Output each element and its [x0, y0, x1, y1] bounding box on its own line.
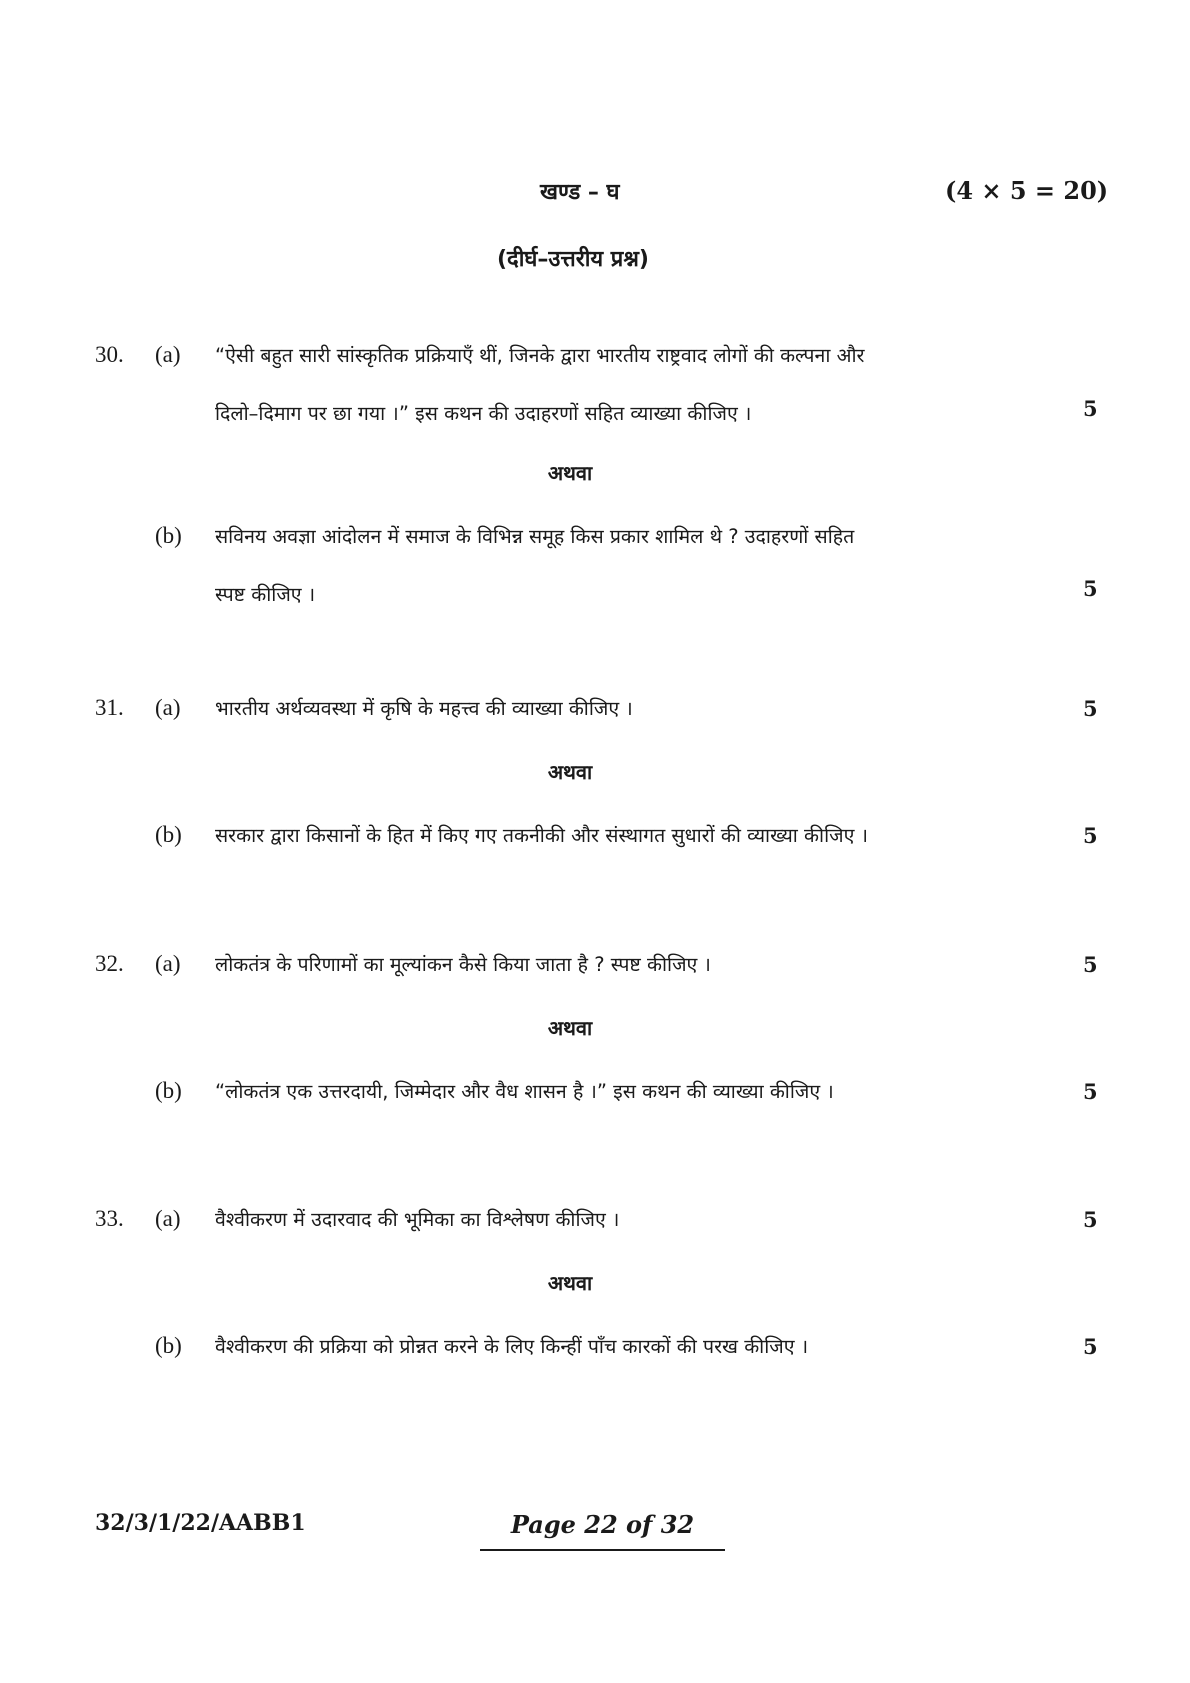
section-marks-total: (4 × 5 = 20) — [945, 176, 1109, 205]
marks: 5 — [1083, 396, 1098, 421]
or-label: अथवा — [547, 1271, 593, 1295]
or-label: अथवा — [547, 760, 593, 784]
question-text: सविनय अवज्ञा आंदोलन में समाज के विभिन्न समूह किस प्रकार शामिल थे ? उदाहरणों सहित स्पष्ट कीजिए । — [215, 525, 855, 606]
question-text: वैश्वीकरण की प्रक्रिया को प्रोन्नत करने के लिए किन्हीं पाँच कारकों की परख कीजिए । — [215, 1335, 809, 1358]
section-subtitle: (दीर्घ–उत्तरीय प्रश्न) — [497, 247, 649, 272]
marks: 5 — [1083, 696, 1098, 721]
part-label: (a) — [155, 695, 181, 720]
part-label: (b) — [155, 1078, 182, 1103]
page-number: Page 22 of 32 — [480, 1510, 725, 1551]
part-label: (b) — [155, 822, 182, 847]
question-text: लोकतंत्र के परिणामों का मूल्यांकन कैसे किया जाता है ? स्पष्ट कीजिए । — [215, 953, 711, 976]
question-text: वैश्वीकरण में उदारवाद की भूमिका का विश्लेषण कीजिए । — [215, 1208, 620, 1231]
question-text: “लोकतंत्र एक उत्तरदायी, जिम्मेदार और वैध शासन है ।” इस कथन की व्याख्या कीजिए । — [215, 1080, 834, 1103]
marks: 5 — [1083, 952, 1098, 977]
part-label: (a) — [155, 342, 181, 367]
marks: 5 — [1083, 576, 1098, 601]
marks: 5 — [1083, 1207, 1098, 1232]
marks: 5 — [1083, 1334, 1098, 1359]
question-number: 30. — [95, 342, 124, 367]
question-number: 33. — [95, 1206, 124, 1231]
question-text: भारतीय अर्थव्यवस्था में कृषि के महत्त्व की व्याख्या कीजिए । — [215, 697, 633, 720]
section-title: खण्ड – घ — [540, 180, 620, 205]
marks: 5 — [1083, 823, 1098, 848]
question-number: 32. — [95, 951, 124, 976]
question-number: 31. — [95, 695, 124, 720]
part-label: (b) — [155, 1333, 182, 1358]
or-label: अथवा — [547, 1016, 593, 1040]
part-label: (b) — [155, 523, 182, 548]
paper-code: 32/3/1/22/AABB1 — [95, 1510, 306, 1536]
question-text: सरकार द्वारा किसानों के हित में किए गए तकनीकी और संस्थागत सुधारों की व्याख्या कीजिए । — [215, 824, 868, 847]
marks: 5 — [1083, 1079, 1098, 1104]
part-label: (a) — [155, 1206, 181, 1231]
or-label: अथवा — [547, 461, 593, 485]
part-label: (a) — [155, 951, 181, 976]
question-text: “ऐसी बहुत सारी सांस्कृतिक प्रक्रियाएँ थीं, जिनके द्वारा भारतीय राष्ट्रवाद लोगों की कल्पना और दिलो–दिमाग पर छा गया ।” इस कथन की उदाहरणों सहित व्याख्या कीजिए । — [215, 344, 865, 425]
